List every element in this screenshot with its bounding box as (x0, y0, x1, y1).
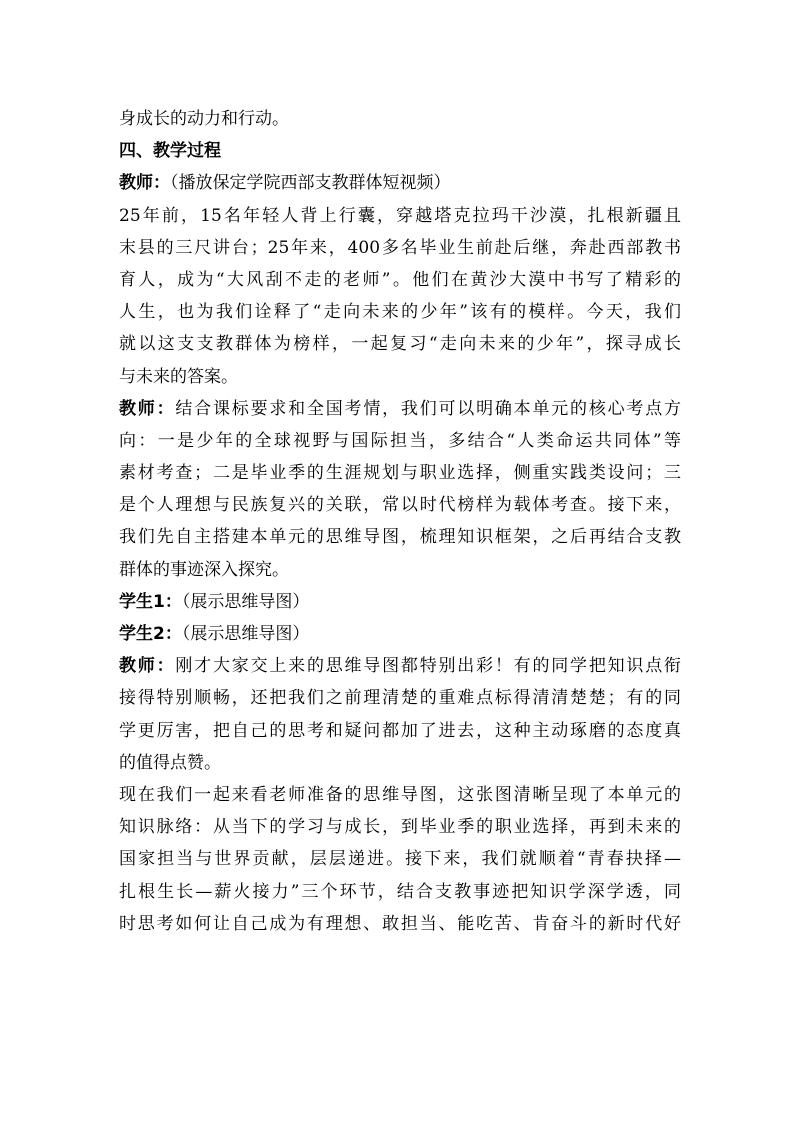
line-text: 是个人理想与民族复兴的关联，常以时代榜样为载体考查。接下来， (119, 495, 681, 516)
line-text: 向：一是少年的全球视野与国际担当，多结合“人类命运共同体”等 (119, 430, 681, 451)
line-text: 刚才大家交上来的思维导图都特别出彩！有的同学把知识点衔 (175, 656, 681, 677)
line-text: （播放保定学院西部支教群体短视频） (170, 173, 451, 194)
speaker-label: 教师： (119, 656, 176, 677)
text-line (119, 618, 681, 650)
line-text: 国家担当与世界贡献，层层递进。接下来，我们就顺着“青春抉择— (119, 849, 681, 870)
line-text: 的值得点赞。 (119, 752, 221, 773)
text-line (119, 843, 681, 875)
text-line (119, 393, 681, 425)
text-line (119, 457, 681, 489)
document-page (119, 103, 681, 940)
text-line (119, 876, 681, 908)
speaker-label: 学生2： (119, 624, 182, 644)
text-line (119, 103, 681, 135)
text-line (119, 425, 681, 457)
text-line (119, 586, 681, 618)
line-text: 时思考如何让自己成为有理想、敢担当、能吃苦、肯奋斗的新时代好 (119, 913, 681, 934)
text-line (119, 554, 681, 586)
text-line (119, 811, 681, 843)
line-text: 现在我们一起来看老师准备的思维导图，这张图清晰呈现了本单元的 (119, 784, 681, 805)
line-text: 接得特别顺畅，还把我们之前理清楚的重难点标得清清楚楚；有的同 (119, 688, 681, 709)
text-line (119, 650, 681, 682)
text-line (119, 135, 681, 167)
text-line (119, 167, 681, 199)
line-text: 人生，也为我们诠释了“走向未来的少年”该有的模样。今天，我们 (119, 302, 681, 323)
line-text: 25年前，15名年轻人背上行囊，穿越塔克拉玛干沙漠，扎根新疆且 (119, 205, 681, 226)
section-heading: 四、教学过程 (119, 141, 221, 162)
text-line (119, 328, 681, 360)
text-line (119, 296, 681, 328)
line-text: 我们先自主搭建本单元的思维导图，梳理知识框架，之后再结合支教 (119, 527, 681, 548)
line-text: 群体的事迹深入探究。 (119, 559, 289, 580)
line-text: 育人，成为“大风刮不走的老师”。他们在黄沙大漠中书写了精彩的 (119, 269, 681, 290)
text-line (119, 715, 681, 747)
line-text: 与未来的答案。 (119, 366, 238, 387)
text-line (119, 908, 681, 940)
line-text: 知识脉络：从当下的学习与成长，到毕业季的职业选择，再到未来的 (119, 817, 681, 838)
text-line (119, 361, 681, 393)
text-line (119, 779, 681, 811)
text-line (119, 747, 681, 779)
line-text: 扎根生长—薪火接力”三个环节，结合支教事迹把知识学深学透，同 (119, 881, 681, 902)
line-text: 末县的三尺讲台；25年来，400多名毕业生前赴后继，奔赴西部教书 (119, 237, 681, 258)
text-line (119, 682, 681, 714)
text-line (119, 232, 681, 264)
text-line (119, 200, 681, 232)
line-text: 结合课标要求和全国考情，我们可以明确本单元的核心考点方 (175, 398, 681, 419)
text-line (119, 489, 681, 521)
line-text: 就以这支支教群体为榜样，一起复习“走向未来的少年”，探寻成长 (119, 334, 681, 355)
speaker-label: 教师： (119, 173, 170, 194)
line-text: 身成长的动力和行动。 (119, 109, 289, 129)
speaker-label: 学生1： (119, 591, 182, 612)
line-text: （展示思维导图） (181, 591, 310, 612)
text-line (119, 264, 681, 296)
line-text: （展示思维导图） (181, 624, 310, 644)
line-text: 素材考查；二是毕业季的生涯规划与职业选择，侧重实践类设问；三 (119, 463, 681, 484)
speaker-label: 教师： (119, 398, 176, 419)
line-text: 学更厉害，把自己的思考和疑问都加了进去，这种主动琢磨的态度真 (119, 720, 681, 741)
text-line (119, 521, 681, 553)
